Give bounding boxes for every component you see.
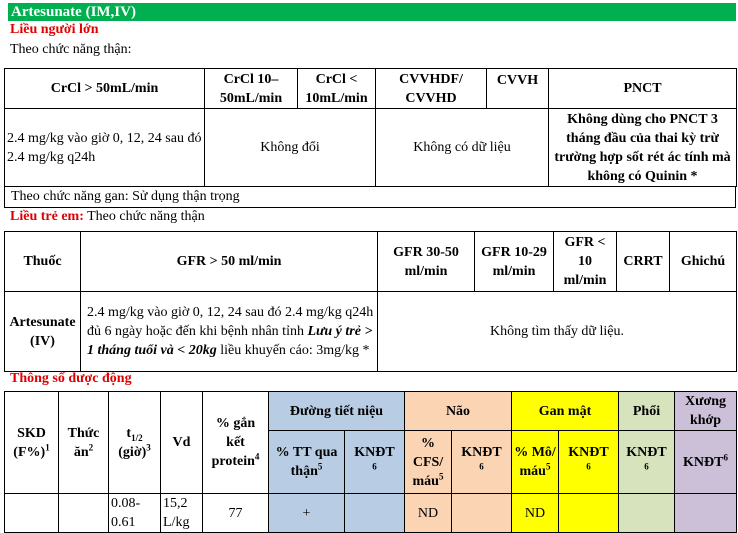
pk-header-protein: % gắn kết protein$^4$: [203, 392, 269, 494]
pk-half-life-value: 0.08-0.61: [109, 494, 161, 533]
child-dose-heading-rest: Theo chức năng thận: [83, 209, 205, 224]
child-dose-text: 2.4 mg/kg vào giờ 0, 12, 24 sau đó 2.4 mg/kg q24h đủ 6 ngày hoặc đến khi bệnh nhân tỉnh: [87, 305, 374, 339]
pk-header-bone: Xương khớp: [675, 392, 737, 431]
drug-title-bar: Artesunate (IM,IV): [8, 3, 736, 21]
adult-renal-label: Theo chức năng thận:: [10, 42, 132, 57]
child-header-gfr-lt10: GFR < 10 ml/min: [554, 232, 617, 292]
hepatic-line: Theo chức năng gan: Sử dụng thận trọng: [4, 187, 736, 208]
header-crcl-lt10: CrCl < 10mL/min: [298, 69, 376, 109]
child-drug-cell: Artesunate (IV): [5, 292, 81, 372]
pk-cfs-value: ND: [405, 494, 452, 533]
adult-no-data-cell: Không có dữ liệu: [376, 109, 549, 187]
adult-no-change-cell: Không đổi: [205, 109, 376, 187]
pk-header-kndt-urinary: KNĐT $^6$: [345, 431, 405, 494]
pk-table: [4, 391, 737, 533]
pk-header-pct-tt: % TT qua thận$^5$: [269, 431, 345, 494]
child-header-drug: Thuốc: [5, 232, 81, 292]
pk-kndt-bile-value: [559, 494, 619, 533]
child-no-data-cell: Không tìm thấy dữ liệu.: [378, 292, 737, 372]
child-header-gfr-30-50: GFR 30-50 ml/min: [378, 232, 475, 292]
pk-header-half-life: $t_{1/2}$ (giờ)$^3$: [109, 392, 161, 494]
header-cvvh: CVVH: [487, 69, 549, 109]
child-dose-heading-line: [10, 209, 205, 225]
pk-mo-value: ND: [512, 494, 559, 533]
pk-header-bile: Gan mật: [512, 392, 619, 431]
pk-header-kndt-bone: KNĐT$^6$: [675, 431, 737, 494]
pk-kndt-brain-value: [452, 494, 512, 533]
pk-kndt-bone-value: [675, 494, 737, 533]
child-dose-recommend: liều khuyến cáo: 3mg/kg *: [216, 343, 370, 358]
pk-header-kndt-bile: KNĐT $^6$: [559, 431, 619, 494]
adult-renal-table: [4, 68, 737, 187]
pk-protein-value: 77: [203, 494, 269, 533]
header-crcl-gt50: CrCl > 50mL/min: [5, 69, 205, 109]
pk-heading: Thông số dược động: [10, 371, 132, 386]
pk-vd-value: 15,2 L/kg: [161, 494, 203, 533]
adult-dose-heading: Liều người lớn: [10, 22, 99, 37]
child-header-crrt: CRRT: [617, 232, 670, 292]
header-crcl-10-50: CrCl 10–50mL/min: [205, 69, 298, 109]
pk-header-cfs: % CFS/ máu$^5$: [405, 431, 452, 494]
header-cvvhdf: CVVHDF/ CVVHD: [376, 69, 487, 109]
pk-header-urinary: Đường tiết niệu: [269, 392, 405, 431]
pk-pct-tt-value: +: [269, 494, 345, 533]
pk-food-value: [59, 494, 109, 533]
header-pnct: PNCT: [549, 69, 737, 109]
child-header-gfr-gt50: GFR > 50 ml/min: [81, 232, 378, 292]
child-dose-cell: [81, 292, 378, 372]
child-dose-heading: Liều trẻ em:: [10, 209, 84, 224]
child-header-note: Ghichú: [670, 232, 737, 292]
adult-dose-cell: 2.4 mg/kg vào giờ 0, 12, 24 sau đó 2.4 mg/kg q24h: [5, 109, 205, 187]
pk-kndt-urinary-value: [345, 494, 405, 533]
pk-skd-value: [5, 494, 59, 533]
adult-pnct-cell: Không dùng cho PNCT 3 tháng đầu của thai kỳ trừ trường hợp sốt rét ác tính mà không có Quinin *: [549, 109, 737, 187]
pk-header-skd: SKD $(F\%)^1$: [5, 392, 59, 494]
pk-header-brain: Não: [405, 392, 512, 431]
child-header-gfr-10-29: GFR 10-29 ml/min: [475, 232, 554, 292]
pk-header-kndt-lung: KNĐT $^6$: [619, 431, 675, 494]
child-dose-note: Lưu ý trẻ > 1 tháng tuổi và < 20kg: [87, 324, 373, 358]
pk-header-vd: Vd: [161, 392, 203, 494]
pk-header-kndt-brain: KNĐT $^6$: [452, 431, 512, 494]
pk-kndt-lung-value: [619, 494, 675, 533]
child-renal-table: [4, 231, 737, 372]
pk-header-food: Thức $ăn^2$: [59, 392, 109, 494]
pk-header-mo: % Mô/ máu$^5$: [512, 431, 559, 494]
pk-header-lung: Phổi: [619, 392, 675, 431]
